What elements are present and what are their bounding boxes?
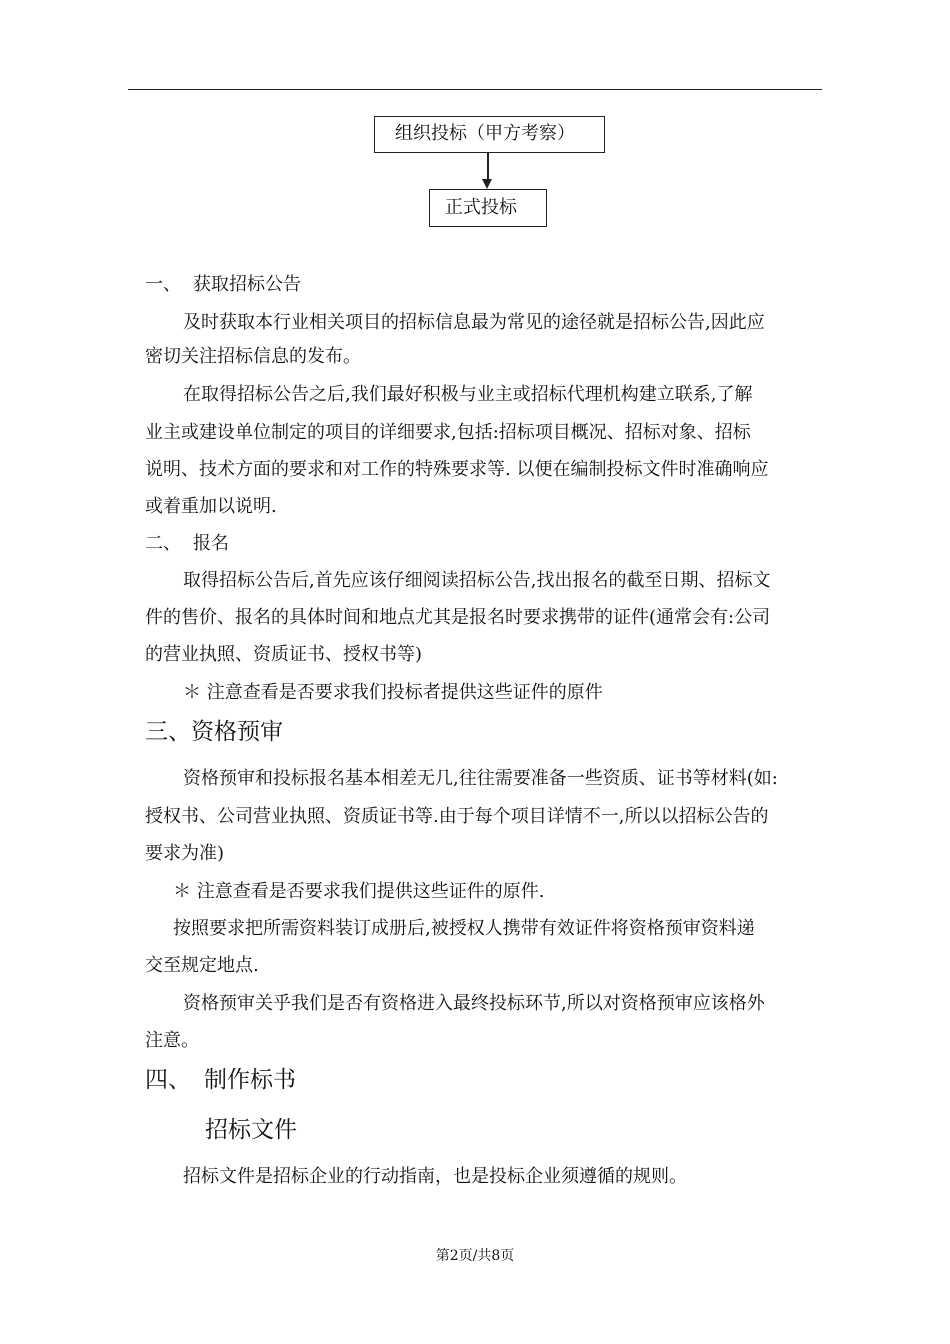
section3-p3-line1: 资格预审关乎我们是否有资格进入最终投标环节,所以对资格预审应该格外: [183, 993, 765, 1014]
flowchart-box-formal-bidding: 正式投标: [429, 189, 547, 227]
flowchart-arrow-line: [487, 153, 489, 180]
section3-p1-line3: 要求为准): [145, 843, 225, 864]
section3-heading: 三、资格预审: [145, 719, 283, 745]
section2-p1-line2: 件的售价、报名的具体时间和地点尤其是报名时要求携带的证件(通常会有:公司: [145, 607, 771, 628]
section4-title: 制作标书: [204, 1067, 296, 1093]
section3-p1-line2: 授权书、公司营业执照、资质证书等.由于每个项目详情不一,所以以招标公告的: [145, 806, 769, 827]
section2-note: ＊ 注意查看是否要求我们投标者提供这些证件的原件: [183, 682, 603, 703]
flowchart-arrow-head: [482, 179, 492, 189]
section2-p1-line3: 的营业执照、资质证书、授权书等): [145, 644, 423, 665]
section3-note: ＊ 注意查看是否要求我们提供这些证件的原件.: [173, 881, 545, 902]
section2-number: 二、: [145, 533, 181, 554]
section2-p1-line1: 取得招标公告后,首先应该仔细阅读招标公告,找出报名的截至日期、招标文: [183, 570, 771, 591]
section1-number: 一、: [145, 274, 181, 295]
section1-p1-line2: 密切关注招标信息的发布。: [145, 346, 361, 367]
flowchart-box-organize-bidding: 组织投标（甲方考察）: [374, 116, 605, 153]
section1-p2-line1: 在取得招标公告之后,我们最好积极与业主或招标代理机构建立联系,了解: [183, 384, 753, 405]
section4-p1: 招标文件是招标企业的行动指南，也是投标企业须遵循的规则。: [183, 1166, 687, 1187]
section1-p2-line4: 或着重加以说明.: [145, 496, 277, 517]
page-footer: 第2页/共8页: [435, 1248, 515, 1264]
section1-p2-line3: 说明、技术方面的要求和对工作的特殊要求等. 以便在编制投标文件时准确响应: [145, 459, 769, 480]
section3-p2-line2: 交至规定地点.: [145, 955, 259, 976]
header-rule: [128, 89, 822, 90]
section1-p1-line1: 及时获取本行业相关项目的招标信息最为常见的途径就是招标公告,因此应: [183, 312, 765, 333]
section3-p1-line1: 资格预审和投标报名基本相差无几,往往需要准备一些资质、证书等材料(如:: [183, 768, 778, 789]
section3-p2-line1: 按照要求把所需资料装订成册后,被授权人携带有效证件将资格预审资料递: [173, 918, 755, 939]
section1-title: 获取招标公告: [193, 274, 301, 295]
section3-p3-line2: 注意。: [145, 1030, 199, 1051]
section4-number: 四、: [145, 1067, 191, 1093]
section4-subheading: 招标文件: [205, 1117, 297, 1143]
section1-p2-line2: 业主或建设单位制定的项目的详细要求,包括:招标项目概况、招标对象、招标: [145, 422, 751, 443]
section2-title: 报名: [193, 533, 229, 554]
